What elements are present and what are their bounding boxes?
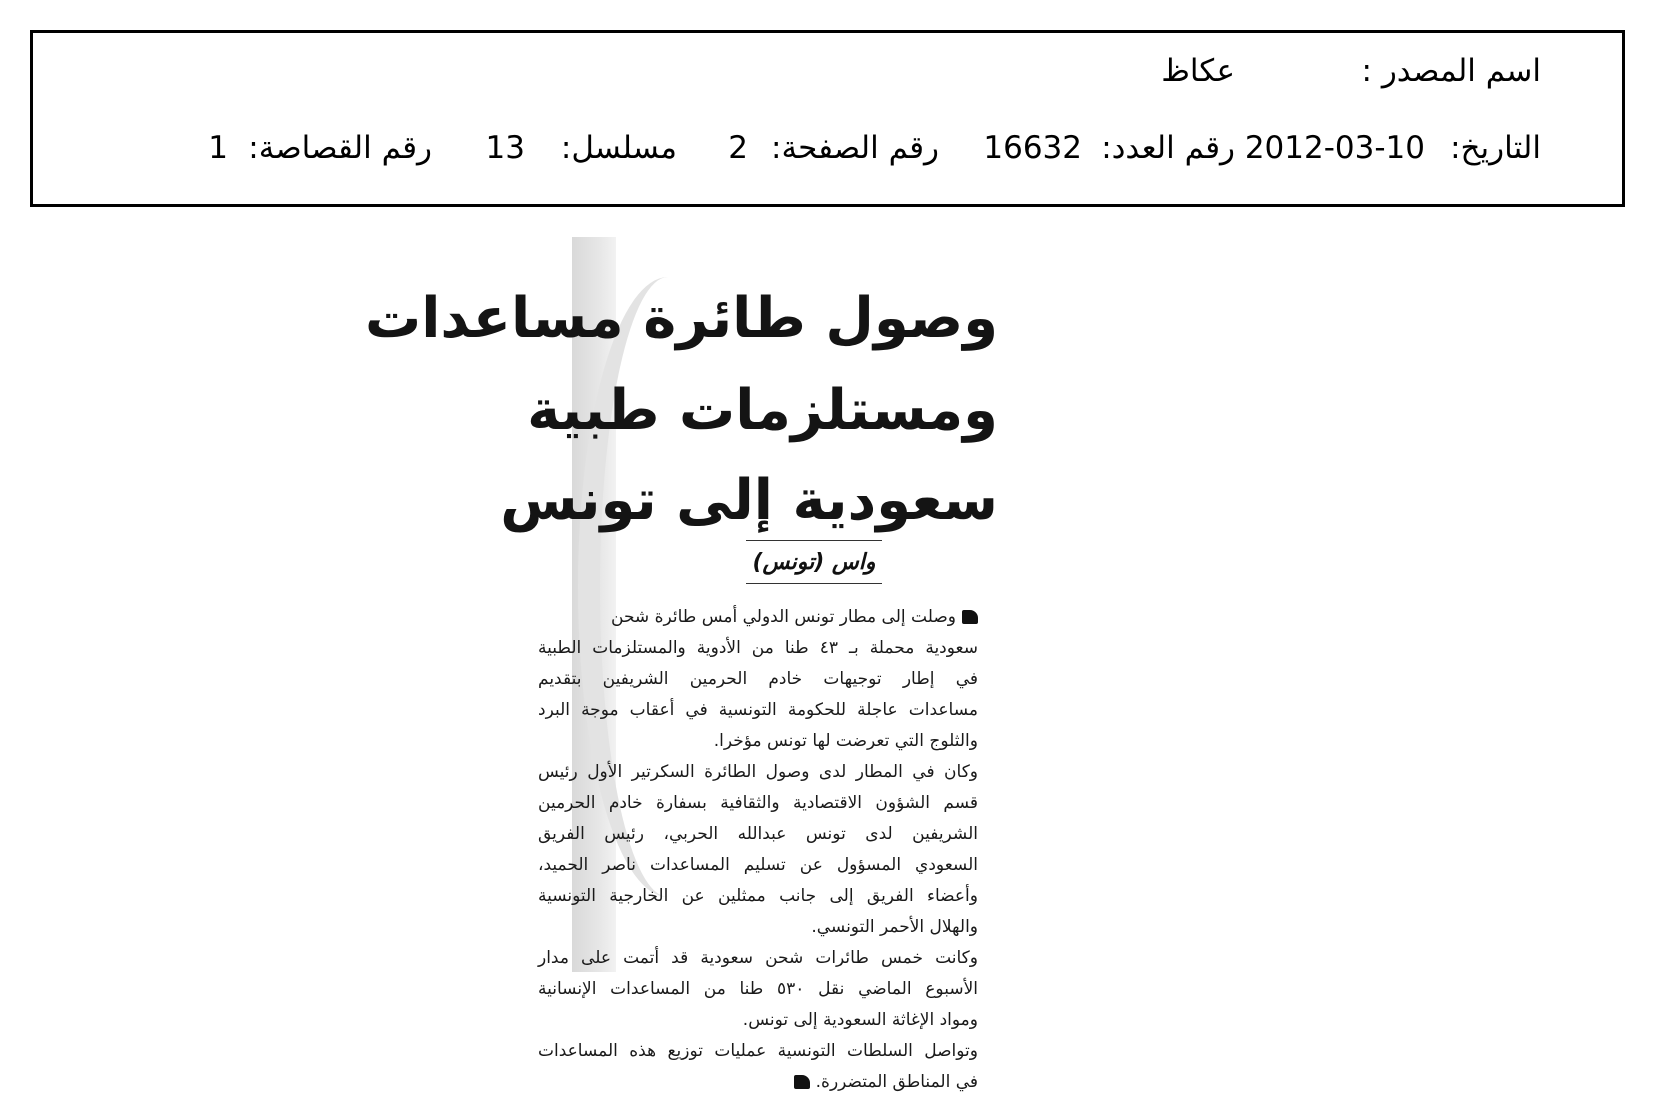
body-line: في المناطق المتضررة. xyxy=(538,1074,978,1091)
clip-label: رقم القصاصة: xyxy=(248,130,432,166)
body-line: سعودية محملة بـ ٤٣ طنا من الأدوية والمستلزمات الطبية xyxy=(538,638,978,658)
date-value: 2012-03-10 xyxy=(1244,130,1425,166)
body-line: والهلال الأحمر التونسي. xyxy=(811,917,978,937)
date-label: التاريخ: xyxy=(1450,130,1541,166)
body-line: والثلوج التي تعرضت لها تونس مؤخرا. xyxy=(713,731,978,751)
headline-line-2: ومستلزمات طبية xyxy=(527,378,998,443)
body-line: قسم الشؤون الاقتصادية والثقافية بسفارة خادم الحرمين xyxy=(538,793,978,813)
source-value: عكاظ xyxy=(1161,53,1235,89)
quote-open-icon xyxy=(962,610,978,624)
body-line: في إطار توجيهات خادم الحرمين الشريفين بتقديم xyxy=(538,669,978,689)
body-line: مساعدات عاجلة للحكومة التونسية في أعقاب موجة البرد xyxy=(538,700,978,720)
issue-value: 16632 xyxy=(983,130,1082,166)
issue-label: رقم العدد: xyxy=(1101,130,1235,166)
body-line: الشريفين لدى تونس عبدالله الحربي، رئيس الفريق xyxy=(538,824,978,844)
serial-value: 13 xyxy=(485,130,525,166)
byline: واس (تونس) xyxy=(746,540,882,584)
body-line: وتواصل السلطات التونسية عمليات توزيع هذه المساعدات xyxy=(538,1041,978,1061)
page-value: 2 xyxy=(728,130,748,166)
page-label: رقم الصفحة: xyxy=(771,130,939,166)
headline-line-3: سعودية إلى تونس xyxy=(500,468,998,533)
quote-close-icon xyxy=(794,1075,810,1089)
headline-line-1: وصول طائرة مساعدات xyxy=(364,286,998,351)
body-line: الأسبوع الماضي نقل ٥٣٠ طنا من المساعدات الإنسانية xyxy=(538,979,979,999)
body-line: وصلت إلى مطار تونس الدولي أمس طائرة شحن xyxy=(538,609,978,626)
clip-value: 1 xyxy=(208,130,228,166)
body-line: وكان في المطار لدى وصول الطائرة السكرتير الأول رئيس xyxy=(538,762,978,782)
source-label: اسم المصدر : xyxy=(1361,53,1541,89)
body-line: وأعضاء الفريق إلى جانب ممثلين عن الخارجية التونسية xyxy=(538,886,978,906)
body-line: وكانت خمس طائرات شحن سعودية قد أتمت على مدار xyxy=(538,948,978,968)
body-line: السعودي المسؤول عن تسليم المساعدات ناصر الحميد، xyxy=(538,855,978,875)
serial-label: مسلسل: xyxy=(560,130,677,166)
news-clipping xyxy=(364,237,1038,1093)
body-line: ومواد الإغاثة السعودية إلى تونس. xyxy=(742,1010,978,1030)
